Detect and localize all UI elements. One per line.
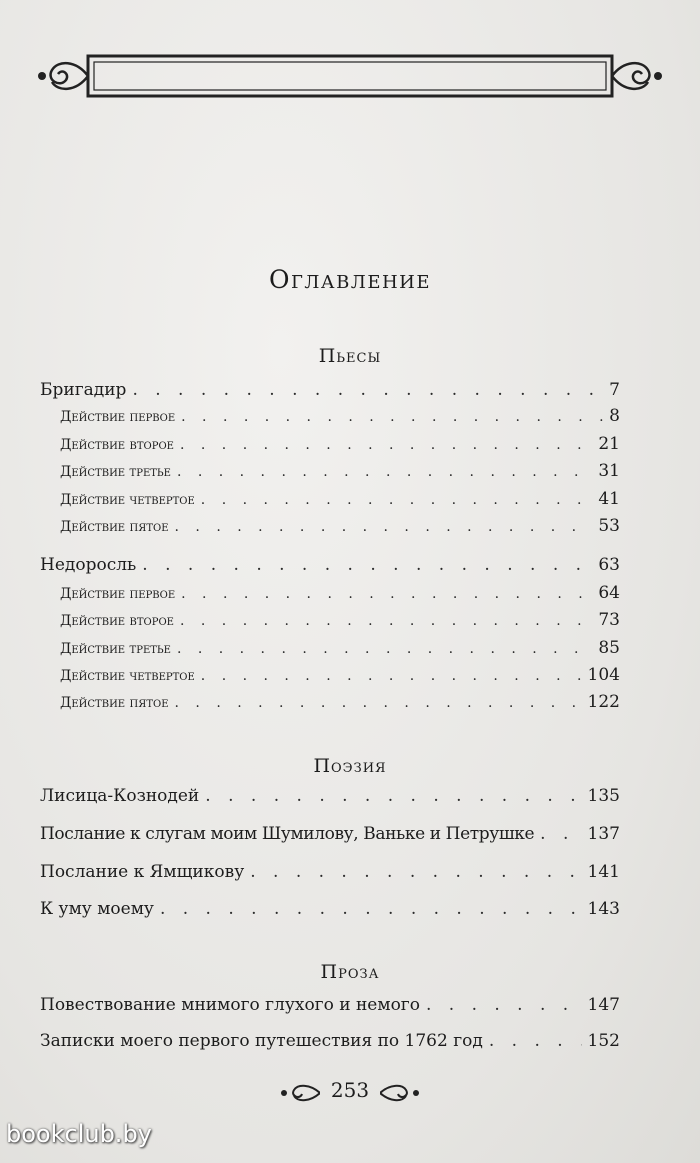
toc-subentry[interactable]: Действие второе . . . 21 — [60, 434, 620, 460]
leader-dots — [489, 1031, 582, 1051]
toc-subentry[interactable]: Действие третье . . . 85 — [60, 638, 620, 664]
leader-dots — [205, 786, 581, 806]
leader-dots — [177, 464, 592, 480]
toc-entry[interactable]: Лисица-Кознодей . . . 135 — [40, 786, 620, 812]
leader-dots — [201, 492, 593, 508]
toc-entry[interactable]: Записки моего первого путешествия по 1762 год . . . 152 — [40, 1031, 620, 1057]
toc-entry[interactable]: Бригадир . . . 7 — [40, 380, 620, 406]
watermark-text: bookclub.by — [6, 1120, 152, 1148]
leader-dots — [181, 409, 603, 425]
leader-dots — [250, 862, 581, 882]
leader-dots — [180, 613, 592, 629]
toc-subentry[interactable]: Действие четвертое . . . 104 — [60, 665, 620, 691]
toc-subentry[interactable]: Действие первое . . . 8 — [60, 406, 620, 432]
toc-entry[interactable]: К уму моему . . . 143 — [40, 899, 620, 925]
section-heading-plays: Пьесы — [318, 345, 382, 367]
leader-dots — [426, 995, 582, 1015]
toc-subentry[interactable]: Действие четвертое . . . 41 — [60, 489, 620, 515]
leader-dots — [181, 586, 592, 602]
toc-entry[interactable]: Недоросль . . . 63 — [40, 555, 620, 581]
toc-subentry[interactable]: Действие первое . . . 64 — [60, 583, 620, 609]
leader-dots — [540, 824, 581, 844]
leader-dots — [177, 641, 592, 657]
section-heading-prose: Проза — [320, 961, 380, 983]
toc-entry[interactable]: Послание к слугам моим Шумилову, Ваньке и Петрушке . . . 137 — [40, 824, 620, 850]
toc-entry[interactable]: Повествование мнимого глухого и немого . . . 147 — [40, 995, 620, 1021]
leader-dots — [160, 899, 582, 919]
toc-subentry[interactable]: Действие второе . . . 73 — [60, 610, 620, 636]
toc-entry[interactable]: Послание к Ямщикову . . . 141 — [40, 862, 620, 888]
toc-subentry[interactable]: Действие пятое . . . 122 — [60, 692, 620, 718]
toc-subentry[interactable]: Действие пятое . . . 53 — [60, 516, 620, 542]
leader-dots — [175, 519, 593, 535]
leader-dots — [180, 437, 592, 453]
toc-subentry[interactable]: Действие третье . . . 31 — [60, 461, 620, 487]
footer-ornament-right-icon — [380, 1082, 424, 1104]
page-number: 253 — [330, 1078, 370, 1102]
leader-dots — [142, 555, 592, 575]
leader-dots — [201, 668, 582, 684]
section-heading-poetry: Поэзия — [313, 755, 387, 777]
page-title: Оглавление — [269, 265, 431, 294]
leader-dots — [132, 380, 603, 400]
leader-dots — [175, 695, 582, 711]
ornament-header-icon — [36, 46, 664, 106]
